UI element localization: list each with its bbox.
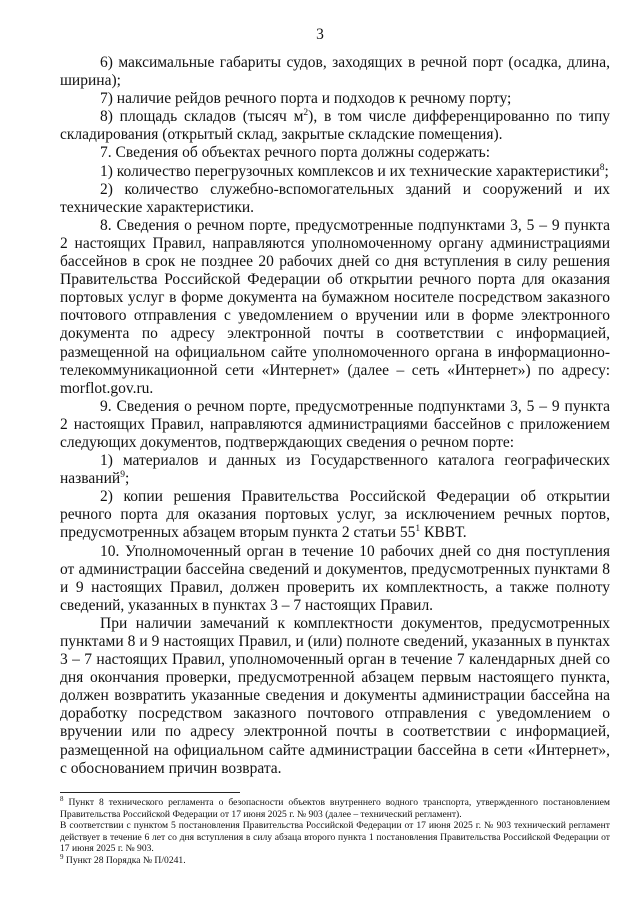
- text-segment: КВВТ.: [420, 524, 467, 542]
- superscript: 2: [303, 108, 309, 119]
- footnote-text: Пункт 8 технического регламента о безопасности объектов внутреннего водного транспорта, утвержденного постановлением Правительства Российской Федерации от 17 июня 2025 г. № 903 (далее – технический регламент).: [60, 797, 610, 820]
- text-segment: 1) количество перегрузочных комплексов и их технические характеристики: [100, 162, 600, 180]
- paragraph-item-8: [60, 108, 610, 144]
- text-segment: 8) площадь складов (тысяч м: [100, 108, 304, 126]
- superscript: 1: [415, 524, 421, 535]
- section-7-heading: 7. Сведения об объектах речного порта должны содержать:: [100, 144, 491, 162]
- footnote-ref-9: 9: [120, 470, 125, 480]
- section-10: 10. Уполномоченный орган в течение 10 рабочих дней со дня поступления от администрации бассейна сведений и документов, предусмотренных пунктами 8 и 9 настоящих Правил, должен проверить их комплектность, а также полноту сведений, указанных в пунктах 3 – 7 настоящих Правил.: [60, 542, 610, 614]
- footnote-mark: 8: [60, 794, 64, 803]
- text-segment: 1) материалов и данных из Государственного каталога географических названий: [60, 452, 610, 488]
- section-7-item-1: [60, 163, 610, 181]
- text-segment: ;: [124, 470, 130, 488]
- document-body: [60, 54, 610, 778]
- paragraph-item-6: 6) максимальные габариты судов, заходящих в речной порт (осадка, длина, ширина);: [60, 54, 610, 90]
- footnote-text: Пункт 28 Порядка № П/0241.: [65, 854, 186, 866]
- footnote-mark: 9: [60, 852, 64, 861]
- section-8: 8. Сведения о речном порте, предусмотренные подпунктами 3, 5 – 9 пункта 2 настоящих Правил, направляются уполномоченному органу администрациями бассейнов в срок не позднее 20 рабочих дней со дня вступления в силу решения Правительства Российской Федерации об открытии речного порта для оказания портовых услуг в форме документа на бумажном носителе посредством заказного почтового отправления с уведомлением о вручении или в форме электронного документа по адресу электронной почты в соответствии с информацией, размещенной на официальном сайте уполномоченного органа в информационно-телекоммуникационной сети «Интернет» (далее – сеть «Интернет») по адресу: morflot.gov.ru.: [60, 216, 610, 397]
- footnotes: [60, 792, 610, 867]
- section-10-paragraph-2: При наличии замечаний к комплектности документов, предусмотренных пунктами 8 и 9 настоящих Правил, и (или) полноте сведений, указанных в пунктах 3 – 7 настоящих Правил, уполномоченный орган в течение 7 календарных дней со дня окончания проверки, предусмотренной абзацем первым настоящего пункта, должен возвратить указанные сведения и документы администрации бассейна на доработку посредством заказного почтового отправления с уведомлением о вручении или по адресу электронной почты в соответствии с информацией, размещенной на официальном сайте администрации бассейна в сети «Интернет», с обоснованием причин возврата.: [60, 614, 610, 777]
- text-segment: ), в том числе дифференцированно по типу складирования (открытый склад, закрытые складские помещения).: [60, 108, 610, 144]
- footnote-divider: [60, 792, 240, 793]
- section-9-item-1: [60, 452, 610, 488]
- footnote-8: [60, 794, 610, 820]
- text-segment: 2) копии решения Правительства Российской Федерации об открытии речного порта для оказания портовых услуг, за исключением речных портов, предусмотренных абзацем вторым пункта 2 статьи 55: [60, 488, 610, 542]
- section-9: 9. Сведения о речном порте, предусмотренные подпунктами 3, 5 – 9 пункта 2 настоящих Правил, направляются администрациями бассейнов с приложением следующих документов, подтверждающих сведения о речном порте:: [60, 397, 610, 451]
- footnote-9: [60, 852, 610, 867]
- page-number: 3: [316, 26, 324, 43]
- section-9-item-2: [60, 488, 610, 542]
- footnote-8-continuation: В соответствии с пунктом 5 постановления Правительства Российской Федерации от 17 июня 2025 г. № 903 технический регламент действует в течение 6 лет со дня вступления в силу абзаца второго пункта 1 постановления Правительства Российской Федерации от 17 июня 2025 г. № 903.: [60, 820, 610, 855]
- footnote-ref-8: 8: [599, 162, 605, 173]
- paragraph-item-7: 7) наличие рейдов речного порта и подходов к речному порту;: [100, 90, 512, 108]
- section-7-item-2: 2) количество служебно-вспомогательных зданий и сооружений и их технические характеристики.: [60, 180, 610, 216]
- text-segment: ;: [604, 162, 609, 180]
